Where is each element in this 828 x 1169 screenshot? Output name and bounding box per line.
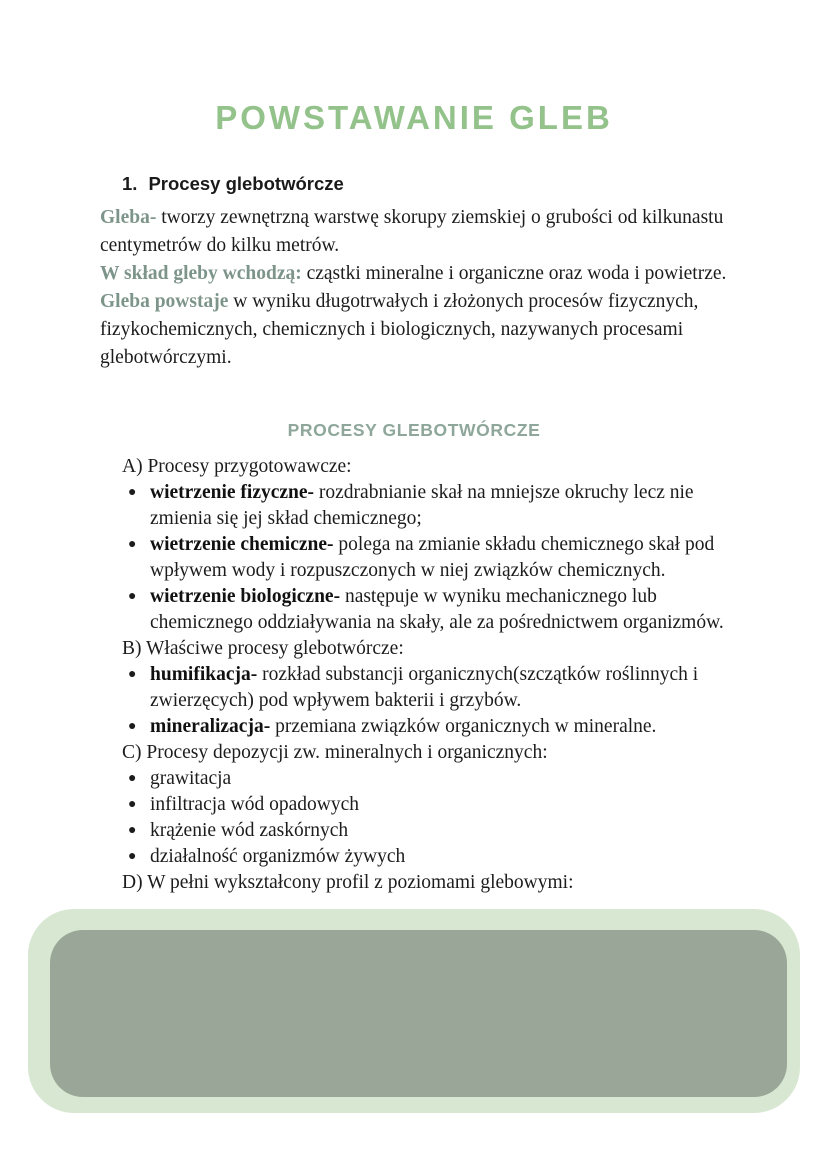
list-item-text: działalność organizmów żywych	[150, 846, 406, 867]
lead-gleba: Gleba-	[100, 207, 157, 228]
list-item-text: polega na zmianie składu chemicznego skał pod wpływem wody i rozpuszczonych w niej związków chemicznych.	[150, 534, 715, 581]
section-number: 1.	[122, 173, 138, 194]
bullet-icon: ●	[128, 485, 137, 500]
list-item-text: rozkład substancji organicznych(szczątków roślinnych i zwierzęcych) pod wpływem bakterii i grzybów.	[150, 664, 699, 711]
bullet-icon: ●	[128, 797, 137, 812]
list-label-b: B) Właściwe procesy glebotwórcze:	[122, 638, 404, 659]
list-item-lead: wietrzenie fizyczne-	[150, 482, 315, 503]
section-heading-label: Procesy glebotwórcze	[148, 173, 344, 194]
intro-paragraphs	[100, 204, 755, 372]
list-item-text: krążenie wód zaskórnych	[150, 820, 349, 841]
list-item-lead: mineralizacja-	[150, 716, 271, 737]
bullet-icon: ●	[128, 849, 137, 864]
intro-paragraph-powstaje	[100, 288, 755, 372]
lead-gleba-powstaje: Gleba powstaje	[100, 291, 229, 312]
list-item	[122, 532, 754, 584]
bullet-icon: ●	[128, 667, 137, 682]
list-item-text: rozdrabnianie skał na mniejsze okruchy lecz nie zmienia się jej skład chemicznego;	[150, 482, 694, 529]
soil-profile-image-frame	[28, 909, 800, 1113]
section-1-heading	[122, 173, 828, 195]
intro-paragraph-gleba	[100, 204, 755, 260]
list-item	[122, 584, 754, 636]
list-item	[122, 766, 754, 792]
subheading-procesy-glebotworcze: PROCESY GLEBOTWÓRCZE	[287, 420, 541, 440]
list-item-lead: wietrzenie chemiczne-	[150, 534, 334, 555]
list-item	[122, 844, 754, 870]
page-title: POWSTAWANIE GLEB	[215, 99, 613, 136]
bullet-icon: ●	[128, 719, 137, 734]
list-item	[122, 818, 754, 844]
list-item-lead: wietrzenie biologiczne-	[150, 586, 341, 607]
bullet-icon: ●	[128, 589, 137, 604]
list-item-text: infiltracja wód opadowych	[150, 794, 360, 815]
list-b	[122, 662, 754, 740]
list-a	[122, 480, 754, 636]
list-label-a: A) Procesy przygotowawcze:	[122, 456, 352, 477]
lead-sklad-gleby: W skład gleby wchodzą:	[100, 263, 302, 284]
list-label-c: C) Procesy depozycji zw. mineralnych i organicznych:	[122, 742, 548, 763]
intro-text-1: tworzy zewnętrzną warstwę skorupy ziemskiej o grubości od kilkunastu centymetrów do kilku metrów.	[100, 207, 724, 256]
list-item-text: następuje w wyniku mechanicznego lub chemicznego oddziaływania na skały, ale za pośrednictwem organizmów.	[150, 586, 724, 633]
list-item-text: przemiana związków organicznych w mineralne.	[270, 716, 657, 737]
soil-profile-image	[50, 930, 787, 1097]
list-item	[122, 480, 754, 532]
bullet-icon: ●	[128, 771, 137, 786]
process-lists	[122, 454, 754, 896]
intro-text-2: cząstki mineralne i organiczne oraz woda i powietrze.	[301, 263, 727, 284]
list-item-lead: humifikacja-	[150, 664, 258, 685]
bullet-icon: ●	[128, 823, 137, 838]
list-c	[122, 766, 754, 870]
bullet-icon: ●	[128, 537, 137, 552]
list-label-d: D) W pełni wykształcony profil z poziomami glebowymi:	[122, 872, 574, 893]
intro-paragraph-sklad	[100, 260, 755, 288]
list-item-text: grawitacja	[150, 768, 232, 789]
list-item	[122, 792, 754, 818]
list-item	[122, 662, 754, 714]
intro-text-3: w wyniku długotrwałych i złożonych procesów fizycznych, fizykochemicznych, chemicznych i biologicznych, nazywanych procesami glebotwórczymi.	[100, 291, 699, 368]
list-item	[122, 714, 754, 740]
